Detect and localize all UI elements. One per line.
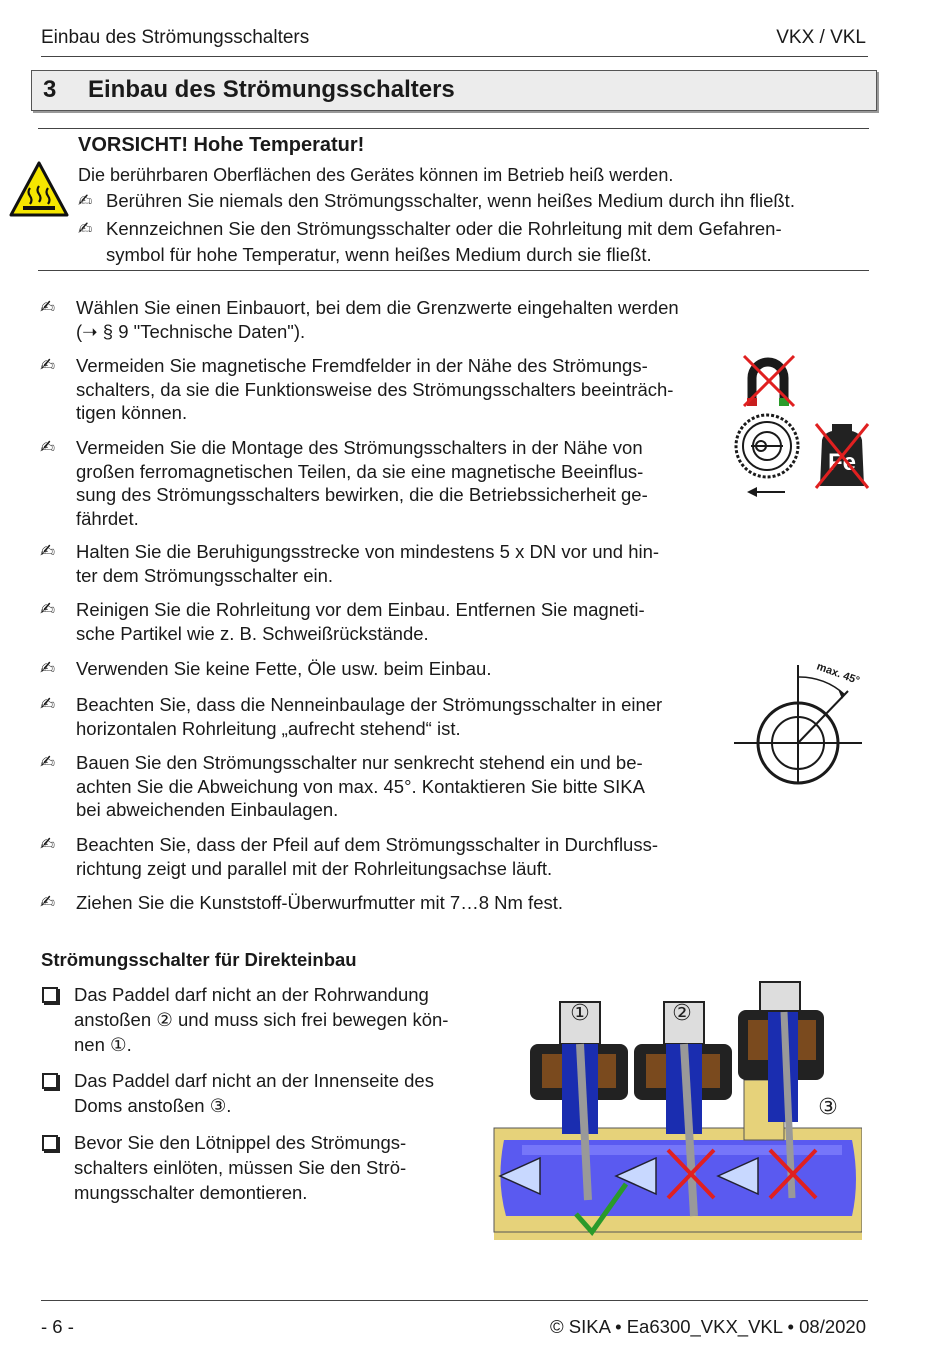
instruction-item-line: bei abweichenden Einbaulagen. <box>76 799 339 820</box>
callout-1: ① <box>570 1001 590 1026</box>
instruction-item-line: Reinigen Sie die Rohrleitung vor dem Einbau. Entfernen Sie magneti- <box>76 599 645 620</box>
instruction-item-line: Beachten Sie, dass der Pfeil auf dem Strömungsschalter in Durchfluss- <box>76 834 659 855</box>
caution-item-line: Berühren Sie niemals den Strömungsschalter, wenn heißes Medium durch ihn fließt. <box>106 190 795 211</box>
caution-item <box>106 188 866 214</box>
instruction-item <box>76 751 726 822</box>
instruction-item-line: Halten Sie die Beruhigungsstrecke von mindestens 5 x DN vor und hin- <box>76 541 660 562</box>
instruction-item <box>76 436 726 530</box>
hand-bullet-icon: ✍ <box>40 752 56 772</box>
hand-bullet-icon: ✍ <box>40 541 56 561</box>
direct-install-item-line: Das Paddel darf nicht an der Rohrwandung <box>74 984 429 1005</box>
direct-install-item-line: schalters einlöten, müssen Sie den Strö- <box>74 1157 407 1178</box>
instruction-item-line: Vermeiden Sie die Montage des Strömungsschalters in der Nähe von <box>76 437 643 458</box>
hand-bullet-icon: ✍ <box>40 355 56 375</box>
flow-switch-top-view-icon <box>733 410 803 500</box>
instruction-item-line: Wählen Sie einen Einbauort, bei dem die Grenzwerte eingehalten werden <box>76 297 679 318</box>
hand-bullet-icon: ✍ <box>40 658 56 678</box>
magnet-prohibited-icon <box>738 352 798 410</box>
hand-bullet-icon: ✍ <box>40 599 56 619</box>
instruction-item <box>76 598 726 645</box>
instruction-item-line: sche Partikel wie z. B. Schweißrückstände. <box>76 622 429 644</box>
instruction-item-line: richtung zeigt und parallel mit der Rohrleitungsachse läuft. <box>76 857 553 879</box>
direct-install-item <box>74 1130 484 1205</box>
hand-bullet-icon: ✍ <box>40 297 56 317</box>
direct-install-item <box>74 1068 484 1118</box>
instruction-item-line: Bauen Sie den Strömungsschalter nur senkrecht stehend ein und be- <box>76 752 643 773</box>
instruction-item-line: schalters, da sie die Funktionsweise des Strömungsschalters beeinträch- <box>76 378 674 400</box>
instruction-item <box>76 296 726 343</box>
section-title: Einbau des Strömungsschalters <box>88 76 455 103</box>
page-number: - 6 - <box>41 1316 74 1337</box>
hand-bullet-icon: ✍ <box>78 191 93 210</box>
instruction-item-line: fährdet. <box>76 507 139 529</box>
hand-bullet-icon: ✍ <box>40 892 56 912</box>
caution-top-rule <box>38 128 869 129</box>
instruction-item-line: großen ferromagnetischen Teilen, da sie eine magnetische Beeinflus- <box>76 460 644 482</box>
direct-install-item-line: mungsschalter demontieren. <box>74 1182 308 1203</box>
direct-install-item-line: Bevor Sie den Lötnippel des Strömungs- <box>74 1132 407 1153</box>
caution-item-line: symbol für hohe Temperatur, wenn heißes Medium durch sie fließt. <box>106 244 652 265</box>
instruction-item <box>76 833 726 880</box>
caution-bottom-rule <box>38 270 869 271</box>
hand-bullet-icon: ✍ <box>78 219 93 238</box>
checkbox-marker <box>42 1073 58 1089</box>
callout-2: ② <box>672 1001 692 1026</box>
direct-install-item-line: nen ①. <box>74 1034 132 1055</box>
instruction-item-line: (➝ § 9 "Technische Daten"). <box>76 320 306 342</box>
installation-angle-diagram <box>728 655 868 785</box>
instruction-item-line: achten Sie die Abweichung von max. 45°. Kontaktieren Sie bitte SIKA <box>76 775 645 797</box>
footer-divider <box>41 1300 868 1301</box>
fe-label: Fe <box>827 449 857 476</box>
instruction-item-line: Beachten Sie, dass die Nenneinbaulage der Strömungsschalter in einer <box>76 694 663 715</box>
instruction-item-line: horizontalen Rohrleitung „aufrecht stehend“ ist. <box>76 717 461 739</box>
flow-switch-installation-diagram <box>492 980 862 1240</box>
callout-3: ③ <box>818 1095 838 1120</box>
header-divider <box>41 56 868 57</box>
hand-bullet-icon: ✍ <box>40 694 56 714</box>
checkbox-marker <box>42 1135 58 1151</box>
instruction-item <box>76 693 726 740</box>
section-number: 3 <box>43 76 57 103</box>
footer-document-info: © SIKA • Ea6300_VKX_VKL • 08/2020 <box>550 1316 866 1337</box>
hand-bullet-icon: ✍ <box>40 437 56 457</box>
angle-label: max. 45° <box>814 660 862 688</box>
direct-install-item-line: anstoßen ② und muss sich frei bewegen kön- <box>74 1009 449 1030</box>
hot-surface-warning-icon <box>8 160 70 218</box>
instruction-item <box>76 540 726 587</box>
running-header-title: Einbau des Strömungsschalters <box>41 27 310 48</box>
checkbox-marker <box>42 987 58 1003</box>
caution-title: VORSICHT! Hohe Temperatur! <box>78 134 365 156</box>
direct-install-item-line: Doms anstoßen ③. <box>74 1095 232 1116</box>
direct-install-item-line: Das Paddel darf nicht an der Innenseite des <box>74 1070 434 1091</box>
caution-intro: Die berührbaren Oberflächen des Gerätes können im Betrieb heiß werden. <box>78 165 674 185</box>
instruction-item-line: Verwenden Sie keine Fette, Öle usw. beim Einbau. <box>76 658 492 679</box>
direct-install-title: Strömungsschalter für Direkteinbau <box>41 949 357 970</box>
instruction-item <box>76 891 726 915</box>
caution-item <box>106 216 866 268</box>
ferromagnetic-prohibited-icon <box>812 420 872 492</box>
instruction-item-line: Vermeiden Sie magnetische Fremdfelder in der Nähe des Strömungs- <box>76 355 648 376</box>
running-header-product: VKX / VKL <box>776 27 866 48</box>
instruction-item <box>76 354 726 425</box>
instruction-item-line: ter dem Strömungsschalter ein. <box>76 564 334 586</box>
instruction-item-line: sung des Strömungsschalters bewirken, die die Betriebssicherheit ge- <box>76 484 648 505</box>
instruction-item <box>76 657 726 681</box>
hand-bullet-icon: ✍ <box>40 834 56 854</box>
instruction-item-line: tigen können. <box>76 402 188 423</box>
direct-install-item <box>74 982 484 1057</box>
caution-item-line: Kennzeichnen Sie den Strömungsschalter oder die Rohrleitung mit dem Gefahren- <box>106 218 782 239</box>
instruction-item-line: Ziehen Sie die Kunststoff-Überwurfmutter mit 7…8 Nm fest. <box>76 892 564 913</box>
